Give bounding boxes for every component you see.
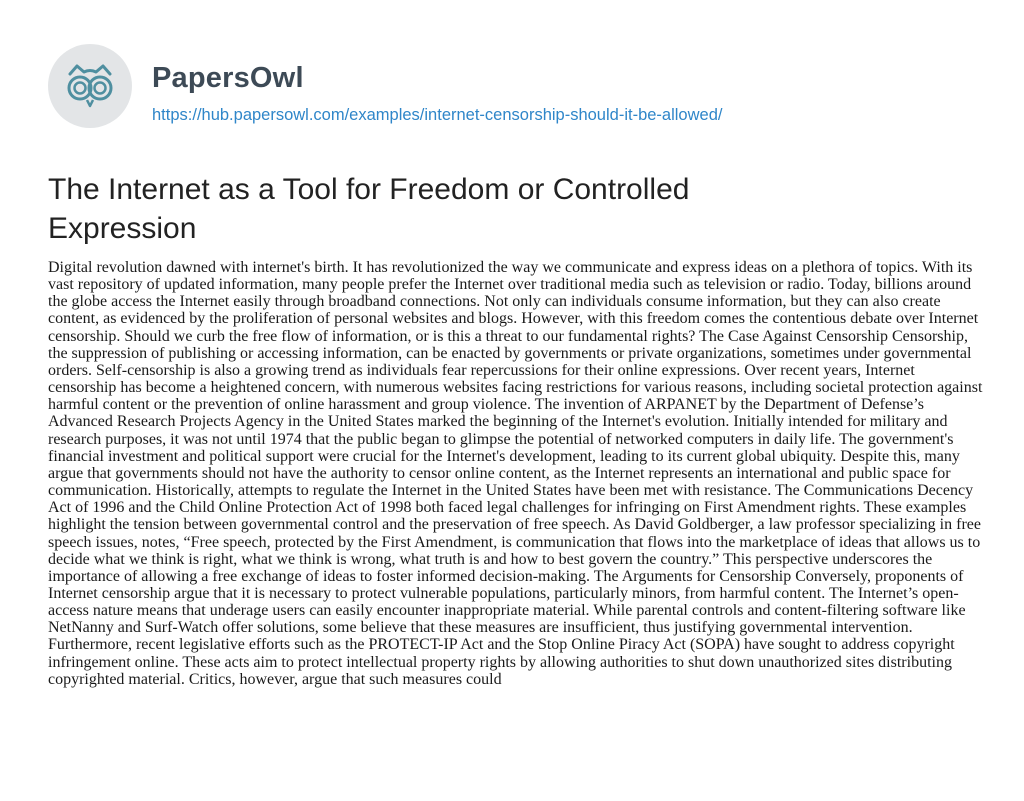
owl-logo-icon[interactable] — [48, 44, 132, 128]
document-body: Digital revolution dawned with internet's birth. It has revolutionized the way we communicate and express ideas on a plethora of topics. With its vast repository of updated information, many people prefer the Internet over traditional media such as television or radio. Today, billions around the globe access the Internet easily through broadband connections. Not only can individuals consume information, but they can also create content, as evidenced by the proliferation of personal websites and blogs. However, with this freedom comes the contentious debate over Internet censorship. Should we curb the free flow of information, or is this a threat to our fundamental rights? The Case Against Censorship Censorship, the suppression of publishing or accessing information, can be enacted by governments or private organizations, sometimes under governmental orders. Self-censorship is also a growing trend as individuals fear repercussions for their online expressions. Over recent years, Internet censorship has become a heightened concern, with numerous websites facing restrictions for various reasons, including societal protection against harmful content or the prevention of online harassment and group violence. The invention of ARPANET by the Department of Defense’s Advanced Research Projects Agency in the United States marked the beginning of the Internet's evolution. Initially intended for military and research purposes, it was not until 1974 that the public began to glimpse the potential of networked computers in daily life. The government's financial investment and political support were crucial for the Internet's development, leading to its current global ubiquity. Despite this, many argue that governments should not have the authority to censor online content, as the Internet represents an international and public space for communication. Historically, attempts to regulate the Internet in the United States have been met with resistance. The Communications Decency Act of 1996 and the Child Online Protection Act of 1998 both faced legal challenges for infringing on First Amendment rights. These examples highlight the tension between governmental control and the preservation of free speech. As David Goldberger, a law professor specializing in free speech issues, notes, “Free speech, protected by the First Amendment, is communication that flows into the marketplace of ideas that allows us to decide what we think is right, what we think is wrong, what truth is and how to best govern the country.” This perspective underscores the importance of allowing a free exchange of ideas to foster informed decision-making. The Arguments for Censorship Conversely, proponents of Internet censorship argue that it is necessary to protect vulnerable populations, particularly minors, from harmful content. The Internet’s open-access nature means that underage users can easily encounter inappropriate material. While parental controls and content-filtering software like NetNanny and Surf-Watch offer solutions, some believe that these measures are insufficient, thus justifying governmental intervention. Furthermore, recent legislative efforts such as the PROTECT-IP Act and the Stop Online Piracy Act (SOPA) have sought to address copyright infringement online. These acts aim to protect intellectual property rights by allowing authorities to shut down unauthorized sites distributing copyrighted material. Critics, however, argue that such measures could — [48, 259, 983, 688]
source-url-link[interactable]: https://hub.papersowl.com/examples/internet-censorship-should-it-be-allowed/ — [152, 106, 723, 124]
document-title: The Internet as a Tool for Freedom or Controlled Expression — [48, 173, 690, 245]
owl-logo-graphic — [48, 44, 132, 128]
brand-name: PapersOwl — [152, 62, 304, 94]
site-header — [48, 36, 978, 126]
